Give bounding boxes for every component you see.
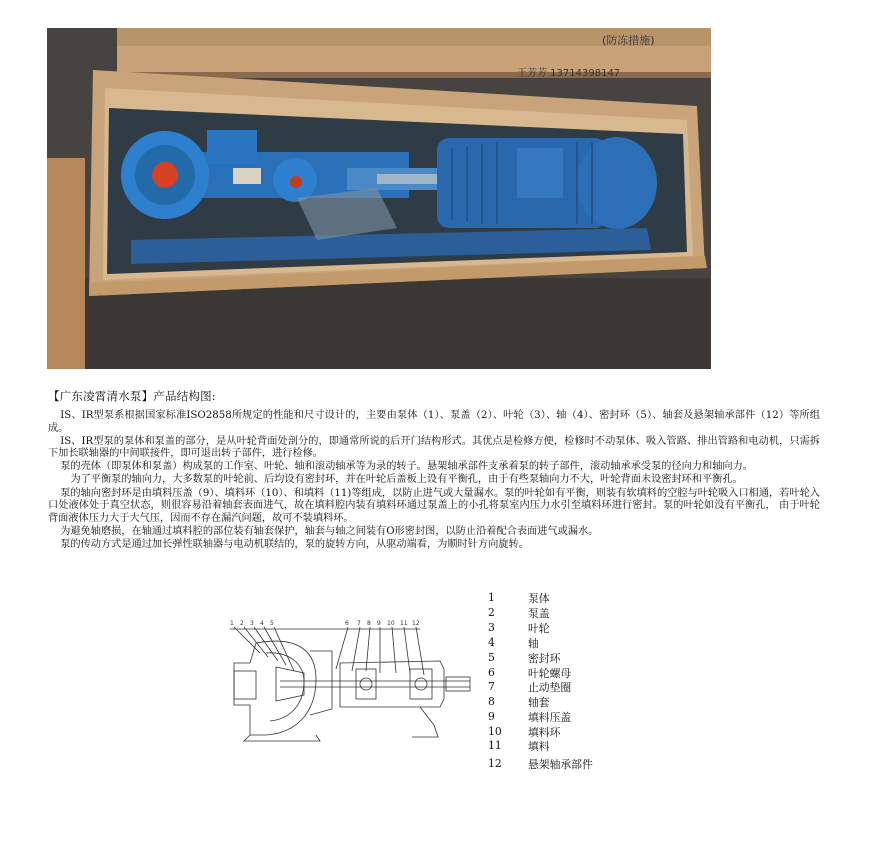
- pump-crate-illustration: [47, 28, 711, 369]
- legend-number: 4: [488, 636, 495, 649]
- legend-number: 8: [488, 695, 495, 708]
- legend-number: 9: [488, 710, 495, 723]
- paragraph-2: IS、IR型泵的泵体和泵盖的部分，是从叶轮背面处剖分的，即通常所说的后开门结构形式。其优点是检修方便，检修时不动泵体、吸入管路、排出管路和电动机，只需拆下加长联轴器的中间联接件，即可退出转子部件，进行检修。: [48, 435, 820, 460]
- legend-number: 12: [488, 757, 502, 770]
- product-photo: [47, 28, 711, 369]
- legend-label: 轴: [528, 637, 539, 650]
- legend-label: 填料压盖: [528, 711, 572, 724]
- legend-number: 1: [488, 591, 495, 604]
- legend-number: 3: [488, 621, 495, 634]
- paragraph-6: 为避免轴磨损，在轴通过填料腔的部位装有轴套保护，轴套与轴之间装有O形密封图，以防止沿着配合表面进气或漏水。: [60, 525, 599, 537]
- legend-label: 叶轮螺母: [528, 667, 572, 680]
- legend-label: 泵体: [528, 592, 550, 605]
- drawing-callout-3: 3: [250, 620, 254, 627]
- drawing-callout-12: 12: [412, 620, 420, 627]
- paragraph-1: IS、IR型泵系根据国家标准ISO2858所规定的性能和尺寸设计的，主要由泵体（1）、泵盖（2）、叶轮（3）、轴（4）、密封环（5）、轴套及悬架轴承部件（12）等所组成。: [48, 410, 820, 434]
- paragraph-3: 泵的壳体（即泵体和泵盖）构成泵的工作室、叶轮、轴和滚动轴承等为录的转子。悬架轴承部件支承着泵的转子部件，滚动轴承承受泵的径向力和轴向力。: [60, 461, 753, 473]
- legend-label: 填料: [528, 740, 550, 753]
- legend-label: 悬架轴承部件: [528, 758, 593, 771]
- legend-number: 6: [488, 666, 495, 679]
- legend-label: 泵盖: [528, 607, 550, 620]
- drawing-callout-9: 9: [377, 620, 381, 627]
- legend-number: 2: [488, 606, 495, 619]
- legend-label: 止动垫圈: [528, 681, 572, 694]
- crate-marking-top: (防冻措施): [602, 34, 655, 47]
- crate-marking-bottom: 王芳芳 13714398147: [517, 68, 621, 79]
- paragraph-4: 为了平衡泵的轴向力，大多数泵的叶轮前、后均设有密封环，并在叶轮后盖板上设有平衡孔，由于有些泵轴向力不大，叶轮背面未设密封环和平衡孔。: [70, 474, 743, 486]
- legend-number: 7: [488, 680, 495, 693]
- legend-label: 轴套: [528, 696, 550, 709]
- legend-number: 11: [488, 739, 502, 752]
- drawing-callout-11: 11: [400, 620, 408, 627]
- drawing-callout-10: 10: [387, 620, 395, 627]
- cross-section-svg: [220, 613, 482, 745]
- legend-label: 叶轮: [528, 622, 550, 635]
- document-heading: 【广东凌霄清水泵】产品结构图:: [48, 389, 216, 403]
- drawing-callout-4: 4: [260, 620, 264, 627]
- product-description: [48, 410, 820, 552]
- drawing-callout-5: 5: [270, 620, 274, 627]
- drawing-callout-7: 7: [357, 620, 361, 627]
- pump-cross-section-drawing: [220, 613, 482, 745]
- legend-number: 5: [488, 651, 495, 664]
- legend-label: 密封环: [528, 652, 561, 665]
- drawing-callout-1: 1: [230, 620, 234, 627]
- legend-label: 填料环: [528, 726, 561, 739]
- drawing-callout-6: 6: [345, 620, 349, 627]
- paragraph-5: 泵的轴向密封环是由填料压盖（9）、填料环（10）、和填料（11)等组成，以防止进气或大量漏水。泵的叶轮如有平衡，则装有软填料的空腔与叶轮吸入口相通，若叶轮入口处液体处于真空状态，则很容易沿着轴套表面进气，故在填料腔内装有填料环通过泵盖上的小孔将泵室内压力水引至填料环进行密封。泵的叶轮如没有平衡孔， 由于叶轮背面液体压力大于大气压，因而不存在漏汽问题，故可不装填料环。: [48, 487, 820, 524]
- paragraph-7: 泵的传动方式是通过加长弹性联轴器与电动机联结的，泵的旋转方向，从驱动端看，为顺时针方向旋转。: [60, 538, 529, 550]
- legend-number: 10: [488, 725, 502, 738]
- drawing-callout-8: 8: [367, 620, 371, 627]
- drawing-callout-2: 2: [240, 620, 244, 627]
